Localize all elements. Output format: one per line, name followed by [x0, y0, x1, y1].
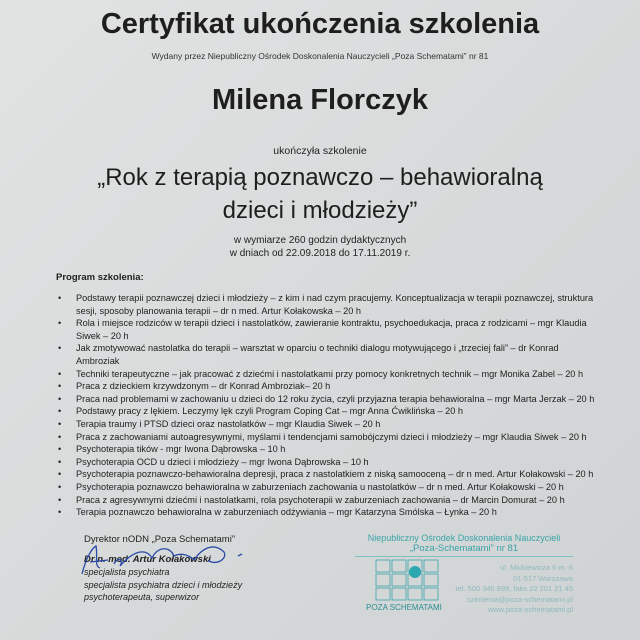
list-item: • Jak zmotywować nastolatka do terapii – warsztat w oparciu o techniki dialogu motywującego i „trzeciej fali” – dr Konrad Ambroziak — [56, 342, 601, 367]
address-line: szkolenia@poza-schematami.pl — [467, 594, 573, 604]
director-name: Dr n. med. Artur Kołakowski — [84, 553, 211, 565]
list-item: • Techniki terapeutyczne – jak pracować z dziećmi i nastolatkami przy pomocy konkretnych technik – mgr Monika Zabel – 20 h — [56, 368, 601, 381]
list-item: • Podstawy terapii poznawczej dzieci i młodzieży – z kim i nad czym pracujemy. Konceptualizacja w terapii poznawczej, struktura sesji, sposoby planowania terapii – dr n med. Artur Kołakowska – 20 h — [56, 292, 601, 317]
institution-stamp — [355, 533, 573, 614]
signature-icon — [74, 538, 254, 578]
list-item: • Psychoterapia tików - mgr Iwona Dąbrowska – 10 h — [56, 443, 601, 456]
recipient-name: Milena Florczyk — [212, 84, 428, 116]
course-hours: w wymiarze 260 godzin dydaktycznych — [233, 235, 407, 246]
director-title: specjalista psychiatra dzieci i młodzieży — [84, 579, 243, 590]
program-list — [56, 292, 601, 519]
list-item: • Psychoterapia poznawczo-behawioralna depresji, praca z nastolatkiem z niską samooceną – dr n med. Artur Kołakowski – 20 h — [56, 468, 601, 481]
logo-text: POZA SCHEMATAMI — [366, 603, 442, 612]
director-title: psychoterapeuta, superwizor — [84, 592, 200, 602]
completed-text: ukończyła szkolenie — [273, 145, 367, 157]
issuer-line: Wydany przez Niepubliczny Ośrodek Doskonalenia Nauczycieli „Poza Schematami” nr 81 — [151, 51, 489, 61]
address-line: www.poza-schematami.pl — [487, 605, 573, 614]
course-dates: w dniach od 22.09.2018 do 17.11.2019 r. — [229, 248, 411, 259]
list-item: • Praca z dzieckiem krzywdzonym – dr Konrad Ambroziak– 20 h — [56, 380, 601, 393]
director-title: specjalista psychiatra — [84, 567, 170, 577]
course-title-line2: dzieci i młodzieży” — [222, 197, 418, 224]
address-line: 01-517 Warszawa — [512, 573, 573, 583]
certificate-title: Certyfikat ukończenia szkolenia — [100, 8, 540, 40]
stamp-line2: „Poza-Schematami” nr 81 — [355, 543, 573, 557]
list-item: • Psychoterapia OCD u dzieci i młodzieży – mgr Iwona Dąbrowska – 10 h — [56, 456, 601, 469]
list-item: • Rola i miejsce rodziców w terapii dzieci i nastolatków, zawieranie kontraktu, psychoedukacja, praca z rodzicami – mgr Klaudia Siwek – 20 h — [56, 317, 601, 342]
list-item: • Praca z zachowaniami autoagresywnymi, myślami i tendencjami samobójczymi dzieci i młodzieży – mgr Klaudia Siwek – 20 h — [56, 431, 601, 444]
stamp-line1: Niepubliczny Ośrodek Doskonalenia Nauczycieli — [367, 533, 561, 543]
list-item: • Podstawy pracy z lękiem. Leczymy lęk czyli Program Coping Cat – mgr Anna Ćwiklińska – 20 h — [56, 405, 601, 418]
program-heading: Program szkolenia: — [56, 272, 144, 283]
course-title-line1: „Rok z terapią poznawczo – behawioralną — [97, 164, 543, 191]
list-item: • Praca nad problemami w zachowaniu u dzieci do 12 roku życia, czyli przyjazna terapia behawioralna – mgr Marta Jerzak – 20 h — [56, 393, 601, 406]
list-item: • Praca z agresywnymi dziećmi i nastolatkami, rola psychoterapii w zaburzeniach zachowania – dr Marcin Domurat – 20 h — [56, 494, 601, 507]
address-line: ul. Mickiewicza 6 m. 6 — [500, 563, 573, 572]
director-role: Dyrektor nODN „Poza Schematami” — [84, 534, 235, 545]
logo-icon — [375, 559, 439, 601]
address-line: tel. 500 340 899, faks 22 201 21 45 — [455, 584, 573, 593]
stamp-address — [455, 563, 573, 616]
list-item: • Terapia traumy i PTSD dzieci oraz nastolatków – mgr Klaudia Siwek – 20 h — [56, 418, 601, 431]
list-item: • Psychoterapia poznawczo behawioralna w zaburzeniach zachowania u nastolatków – dr n med. Artur Kołakowski – 20 h — [56, 481, 601, 494]
list-item: • Terapia poznawczo behawioralna w zaburzeniach odżywiania – mgr Katarzyna Smólska – Łynka – 20 h — [56, 506, 601, 519]
